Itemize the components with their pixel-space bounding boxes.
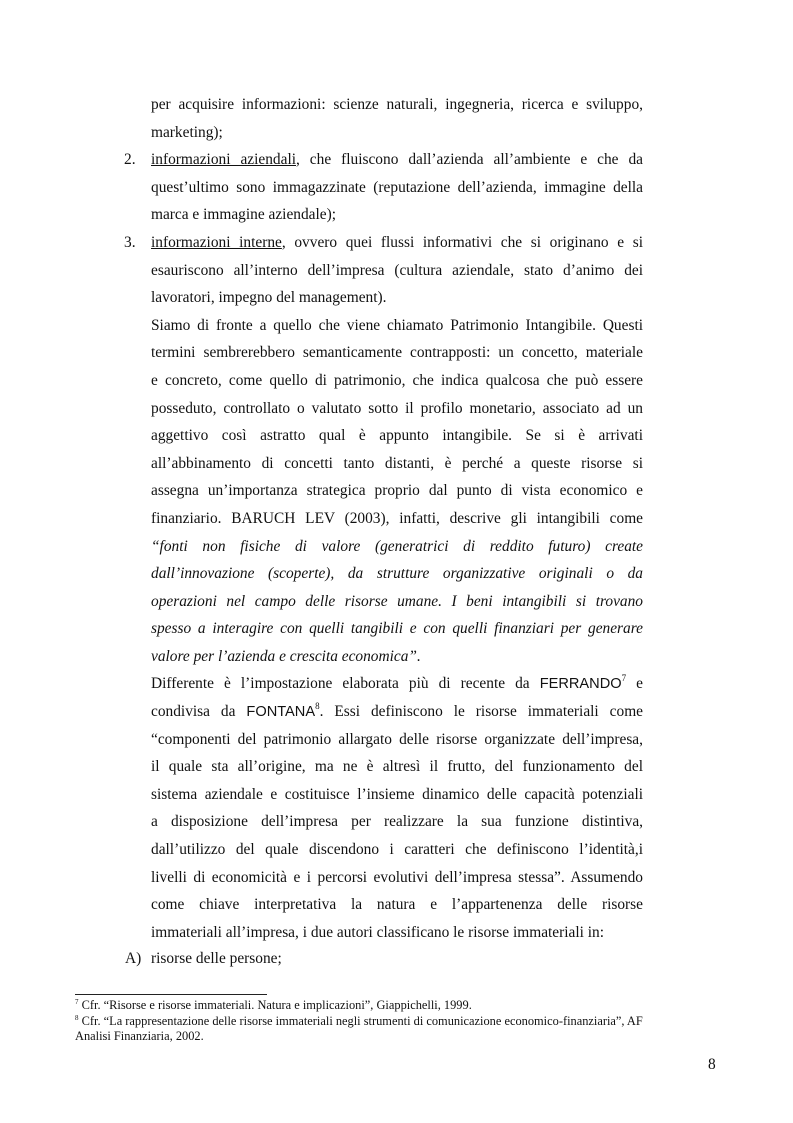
text-line: immateriali all’impresa, i due autori classificano le risorse immateriali in: <box>151 923 605 941</box>
list-text: risorse delle persone; <box>151 950 282 967</box>
list-item-a <box>125 945 282 973</box>
paragraph-patrimonio <box>151 312 643 671</box>
text-fragment: . Essi definiscono le risorse immateriali come <box>319 703 643 721</box>
text-line: sistema aziendale e costituisce l’insieme dinamico delle capacità potenziali <box>151 785 643 803</box>
underlined-term: informazioni interne <box>151 233 282 251</box>
text-line: finanziario. BARUCH LEV (2003), infatti, descrive gli intangibili come <box>151 509 643 527</box>
text-line: marca e immagine aziendale); <box>151 206 337 224</box>
footnote-continuation: Analisi Finanziaria, 2002. <box>75 1029 204 1043</box>
underlined-term: informazioni aziendali <box>151 151 296 169</box>
text-line <box>151 146 643 174</box>
text-line: per acquisire informazioni: scienze naturali, ingegneria, ricerca e sviluppo, <box>151 96 643 113</box>
quote-line: dall’innovazione (scoperte), da strutture organizzative originali o da <box>151 565 643 583</box>
text-line: posseduto, controllato o valutato sotto il profilo monetario, associato ad un <box>151 399 643 417</box>
list-item-3 <box>124 229 644 312</box>
quote-line: spesso a interagire con quelli tangibili e con quelli finanziari per generare <box>151 620 643 638</box>
list-number: 2. <box>124 151 136 169</box>
text-line: aggettivo così astratto qual è appunto intangibile. Se si è arrivati <box>151 427 643 445</box>
author-name: FERRANDO <box>539 676 622 693</box>
text-line: livelli di economicità e i percorsi evolutivi dell’impresa stessa”. Assumendo <box>151 868 643 886</box>
footnotes <box>75 998 715 1045</box>
text-line: lavoratori, impegno del management). <box>151 289 387 307</box>
list-number: 3. <box>124 233 136 251</box>
text-line: dall’utilizzo del quale discendono i caratteri che definiscono l’identità,i <box>151 841 643 859</box>
text-line: marketing); <box>151 123 223 141</box>
quote-line: operazioni nel campo delle risorse umane. I beni intangibili si trovano <box>151 592 643 610</box>
text-fragment: , che fluiscono dall’azienda all’ambiente e che da <box>296 151 643 169</box>
text-line <box>151 698 643 726</box>
paragraph-ferrando <box>151 670 643 946</box>
body-text <box>124 91 644 946</box>
text-line: “componenti del patrimonio allargato delle risorse organizzate dell’impresa, <box>151 730 643 748</box>
footnote <box>75 998 715 1014</box>
text-line: e concreto, come quello di patrimonio, che indica qualcosa che può essere <box>151 371 643 389</box>
footnote <box>75 1014 715 1030</box>
page-number: 8 <box>708 1056 716 1073</box>
footnote-ref[interactable]: 8 <box>315 701 320 712</box>
text-line <box>151 670 643 698</box>
footnote-ref[interactable]: 7 <box>621 673 627 684</box>
footnote-number: 7 <box>75 998 79 1006</box>
text-line: all’abbinamento di concetti tanto distanti, è perché a queste risorse si <box>151 454 643 472</box>
footnote-separator <box>75 994 267 995</box>
footnote-text: Cfr. “La rappresentazione delle risorse immateriali negli strumenti di comunicazione economico-finanziaria”, AF <box>81 1013 643 1028</box>
list-label: A) <box>125 950 142 967</box>
text-line: termini sembrerebbero semanticamente contrapposti: un concetto, materiale <box>151 344 643 362</box>
text-line: come chiave interpretativa la natura e l’appartenenza delle risorse <box>151 896 643 914</box>
text-line: assegna un’importanza strategica proprio dal punto di vista economico e <box>151 482 643 500</box>
list-item-2 <box>124 146 643 229</box>
footnote-number: 8 <box>75 1013 79 1022</box>
text-fragment: e <box>626 675 643 693</box>
text-line: a disposizione dell’impresa per realizzare la sua funzione distintiva, <box>151 813 643 831</box>
text-line: il quale sta all’origine, ma ne è altresì il frutto, del funzionamento del <box>151 758 643 776</box>
quote-line: “fonti non fisiche di valore (generatrici di reddito futuro) create <box>151 537 643 555</box>
text-line <box>151 229 643 257</box>
text-fragment: condivisa da <box>151 703 247 721</box>
text-line: quest’ultimo sono immagazzinate (reputazione dell’azienda, immagine della <box>151 178 643 196</box>
text-fragment: Differente è l’impostazione elaborata più di recente da <box>151 675 540 693</box>
text-line: Siamo di fronte a quello che viene chiamato Patrimonio Intangibile. Questi <box>151 316 643 334</box>
footnote-text: Cfr. “Risorse e risorse immateriali. Natura e implicazioni”, Giappichelli, 1999. <box>81 998 472 1012</box>
author-name: FONTANA <box>246 704 316 721</box>
text-line: esauriscono all’interno dell’impresa (cultura aziendale, stato d’animo dei <box>151 261 643 279</box>
text-fragment: , ovvero quei flussi informativi che si originano e si <box>281 233 644 251</box>
quote-line: valore per l’azienda e crescita economica”. <box>151 647 421 665</box>
